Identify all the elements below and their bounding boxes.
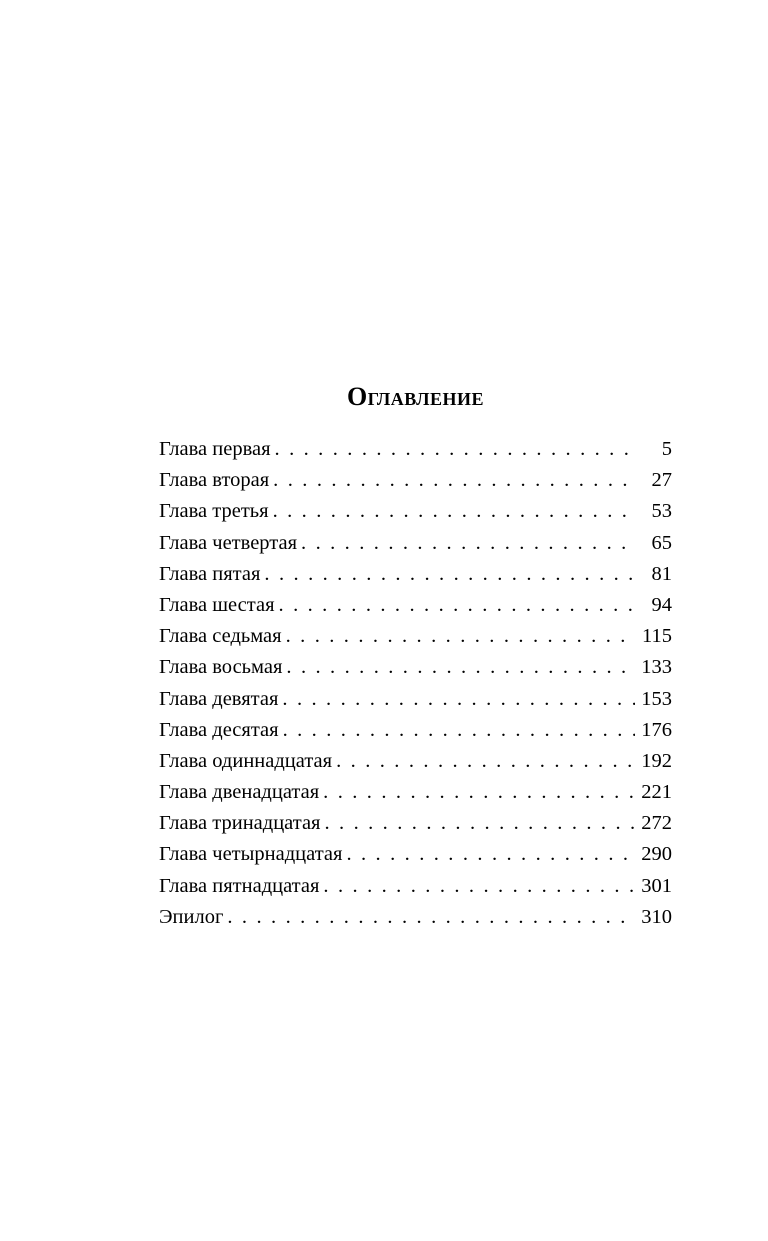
toc-entry-label: Глава одиннадцатая xyxy=(159,749,333,772)
toc-entry-page: 81 xyxy=(651,562,672,585)
toc-entry[interactable] xyxy=(159,839,672,870)
toc-entry-page: 133 xyxy=(641,656,672,679)
toc-entry[interactable] xyxy=(159,871,672,902)
toc-dot-leader xyxy=(324,808,635,839)
toc-entry-page: 221 xyxy=(641,781,672,804)
toc-entry-label: Глава тринадцатая xyxy=(159,812,321,835)
toc-entry-page: 94 xyxy=(651,593,672,616)
toc-title: Оглавление xyxy=(346,382,485,411)
toc-entry[interactable] xyxy=(159,496,672,527)
toc-dot-leader xyxy=(346,839,635,870)
toc-entry-page: 301 xyxy=(641,874,672,897)
toc-entry[interactable] xyxy=(159,621,672,652)
toc-entry[interactable] xyxy=(159,528,672,559)
toc-dot-leader xyxy=(275,434,636,465)
toc-entry-label: Глава шестая xyxy=(159,593,275,616)
toc-dot-leader xyxy=(323,871,635,902)
toc-dot-leader xyxy=(227,902,635,933)
toc-entry-page: 53 xyxy=(651,500,672,523)
toc-entry[interactable] xyxy=(159,746,672,777)
toc-entry-page: 65 xyxy=(651,531,672,554)
toc-entry[interactable] xyxy=(159,808,672,839)
toc-dot-leader xyxy=(286,652,635,683)
toc-entry-page: 153 xyxy=(641,687,672,710)
toc-dot-leader xyxy=(273,465,636,496)
toc-list xyxy=(159,434,672,933)
toc-entry-page: 310 xyxy=(641,905,672,928)
toc-entry-page: 176 xyxy=(641,718,672,741)
toc-entry[interactable] xyxy=(159,652,672,683)
toc-entry-label: Глава двенадцатая xyxy=(159,781,320,804)
toc-dot-leader xyxy=(336,746,635,777)
toc-entry-label: Глава третья xyxy=(159,500,269,523)
toc-entry[interactable] xyxy=(159,777,672,808)
toc-dot-leader xyxy=(282,684,635,715)
toc-entry-label: Эпилог xyxy=(159,905,224,928)
toc-entry[interactable] xyxy=(159,715,672,746)
table-of-contents xyxy=(159,382,672,933)
toc-entry[interactable] xyxy=(159,434,672,465)
toc-dot-leader xyxy=(301,528,636,559)
toc-entry[interactable] xyxy=(159,559,672,590)
toc-dot-leader xyxy=(264,559,636,590)
toc-entry-page: 192 xyxy=(641,749,672,772)
toc-entry[interactable] xyxy=(159,465,672,496)
toc-dot-leader xyxy=(279,590,636,621)
toc-dot-leader xyxy=(283,715,636,746)
toc-entry-page: 290 xyxy=(641,843,672,866)
toc-entry-label: Глава девятая xyxy=(159,687,279,710)
toc-entry-page: 5 xyxy=(661,438,672,460)
toc-entry-page: 27 xyxy=(651,469,672,492)
toc-entry-label: Глава четырнадцатая xyxy=(159,843,343,866)
toc-dot-leader xyxy=(273,496,636,527)
toc-entry-page: 115 xyxy=(642,625,672,648)
toc-entry-label: Глава первая xyxy=(159,438,271,460)
toc-entry-page: 272 xyxy=(641,812,672,835)
toc-entry-label: Глава пятнадцатая xyxy=(159,874,320,897)
toc-entry-label: Глава седьмая xyxy=(159,625,282,648)
toc-dot-leader xyxy=(286,621,636,652)
toc-entry-label: Глава вторая xyxy=(159,469,270,492)
toc-entry[interactable] xyxy=(159,684,672,715)
toc-entry[interactable] xyxy=(159,590,672,621)
toc-entry-label: Глава десятая xyxy=(159,718,279,741)
toc-entry-label: Глава четвертая xyxy=(159,531,298,554)
toc-entry-label: Глава восьмая xyxy=(159,656,283,679)
toc-entry[interactable] xyxy=(159,902,672,933)
toc-entry-label: Глава пятая xyxy=(159,562,261,585)
toc-dot-leader xyxy=(323,777,635,808)
